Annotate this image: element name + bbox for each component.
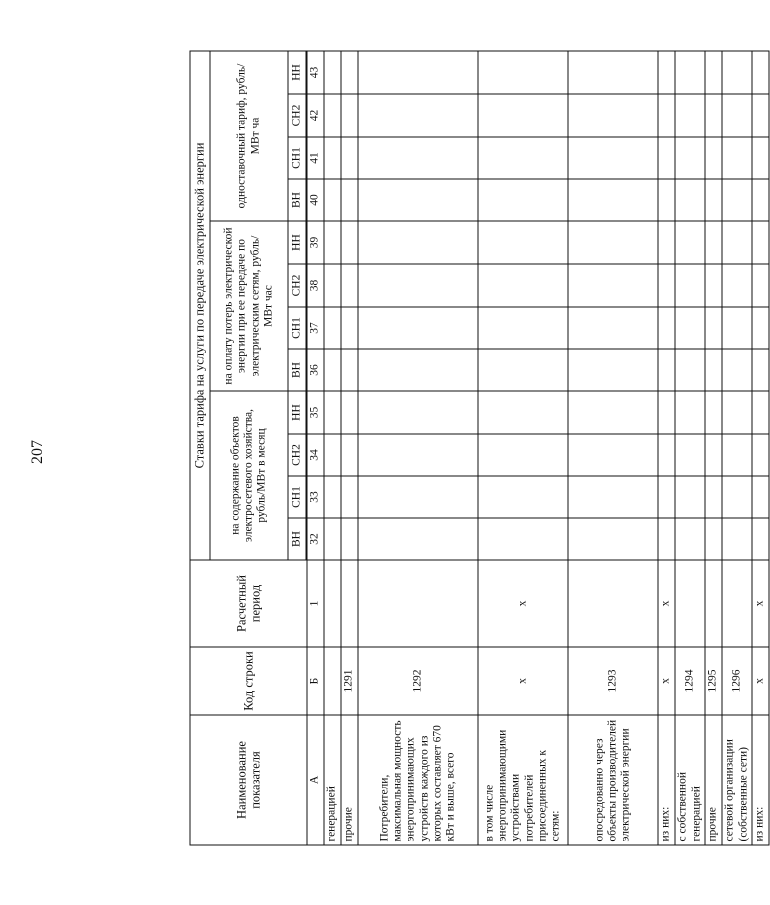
table-row bbox=[705, 51, 722, 845]
table-row bbox=[752, 51, 769, 845]
tariff-table-container bbox=[190, 51, 766, 846]
col-number: 40 bbox=[307, 179, 324, 221]
col-number: 43 bbox=[307, 51, 324, 94]
header-sub-single-rate: одноставочный тариф, рубль/МВт ча bbox=[210, 51, 288, 221]
table-row bbox=[722, 51, 752, 845]
header-period: Расчетный период bbox=[190, 560, 307, 647]
level-vn: ВН bbox=[288, 518, 306, 560]
level-sn1: СН1 bbox=[288, 307, 306, 349]
row-code: 1295 bbox=[705, 647, 722, 715]
level-sn1: СН1 bbox=[288, 137, 306, 179]
row-code: х bbox=[658, 647, 675, 715]
row-code: 1293 bbox=[568, 647, 658, 715]
row-period bbox=[324, 560, 341, 647]
table-row bbox=[324, 51, 341, 845]
page-number: 207 bbox=[29, 440, 46, 464]
row-code: 1292 bbox=[358, 647, 478, 715]
table-row bbox=[478, 51, 568, 845]
row-code: х bbox=[478, 647, 568, 715]
col-letter-a: А bbox=[307, 715, 324, 845]
row-period bbox=[675, 560, 705, 647]
col-number: 39 bbox=[307, 221, 324, 264]
col-number: 33 bbox=[307, 476, 324, 518]
level-sn2: СН2 bbox=[288, 434, 306, 476]
table-row bbox=[658, 51, 675, 845]
header-name: Наименование показателя bbox=[190, 715, 307, 845]
col-number: 36 bbox=[307, 349, 324, 391]
row-name: из них: bbox=[752, 715, 769, 845]
row-period bbox=[705, 560, 722, 647]
row-period bbox=[722, 560, 752, 647]
level-vn: ВН bbox=[288, 349, 306, 391]
row-period: х bbox=[752, 560, 769, 647]
row-name: с собственной генерацией bbox=[675, 715, 705, 845]
row-period: х bbox=[478, 560, 568, 647]
table-row bbox=[341, 51, 358, 845]
row-period bbox=[341, 560, 358, 647]
col-number: 35 bbox=[307, 391, 324, 434]
row-period bbox=[568, 560, 658, 647]
col-number: 41 bbox=[307, 137, 324, 179]
row-code: х bbox=[752, 647, 769, 715]
header-sub-losses: на оплату потерь электрической энергии при ее передаче по электрическим сетям, рубль/МВт час bbox=[210, 221, 288, 391]
header-sub-maintenance: на содержание объектов электросетевого хозяйства, рубль/МВт в месяц bbox=[210, 391, 288, 560]
col-number: 34 bbox=[307, 434, 324, 476]
col-letter-b: Б bbox=[307, 647, 324, 715]
table-row bbox=[358, 51, 478, 845]
row-code bbox=[324, 647, 341, 715]
level-vn: ВН bbox=[288, 179, 306, 221]
row-name: генерацией bbox=[324, 715, 341, 845]
row-code: 1291 bbox=[341, 647, 358, 715]
level-nn: НН bbox=[288, 391, 306, 434]
col-number: 32 bbox=[307, 518, 324, 560]
level-nn: НН bbox=[288, 221, 306, 264]
row-name: прочие bbox=[705, 715, 722, 845]
header-code: Код строки bbox=[190, 647, 307, 715]
table-row bbox=[675, 51, 705, 845]
table-row bbox=[568, 51, 658, 845]
row-period: х bbox=[658, 560, 675, 647]
level-sn1: СН1 bbox=[288, 476, 306, 518]
col-number: 42 bbox=[307, 94, 324, 137]
row-name: из них: bbox=[658, 715, 675, 845]
row-period bbox=[358, 560, 478, 647]
col-number: 38 bbox=[307, 264, 324, 307]
level-nn: НН bbox=[288, 51, 306, 94]
row-name: прочие bbox=[341, 715, 358, 845]
row-name: сетевой организации (собственные сети) bbox=[722, 715, 752, 845]
row-code: 1296 bbox=[722, 647, 752, 715]
tariff-table bbox=[190, 50, 770, 845]
col-number: 37 bbox=[307, 307, 324, 349]
table-body bbox=[324, 51, 769, 845]
level-sn2: СН2 bbox=[288, 94, 306, 137]
row-name: опосредованно через объекты производителей электрической энергии bbox=[568, 715, 658, 845]
level-sn2: СН2 bbox=[288, 264, 306, 307]
col-number-1: 1 bbox=[307, 560, 324, 647]
row-name: в том числе энергопринимающими устройствами потребителей присоединенных к сетям: bbox=[478, 715, 568, 845]
row-code: 1294 bbox=[675, 647, 705, 715]
header-group-title: Ставки тарифа на услуги по передаче электрической энергии bbox=[190, 51, 210, 560]
row-name: Потребители, максимальная мощность энергопринимающих устройств каждого из которых составляет 670 кВт и выше, всего bbox=[358, 715, 478, 845]
